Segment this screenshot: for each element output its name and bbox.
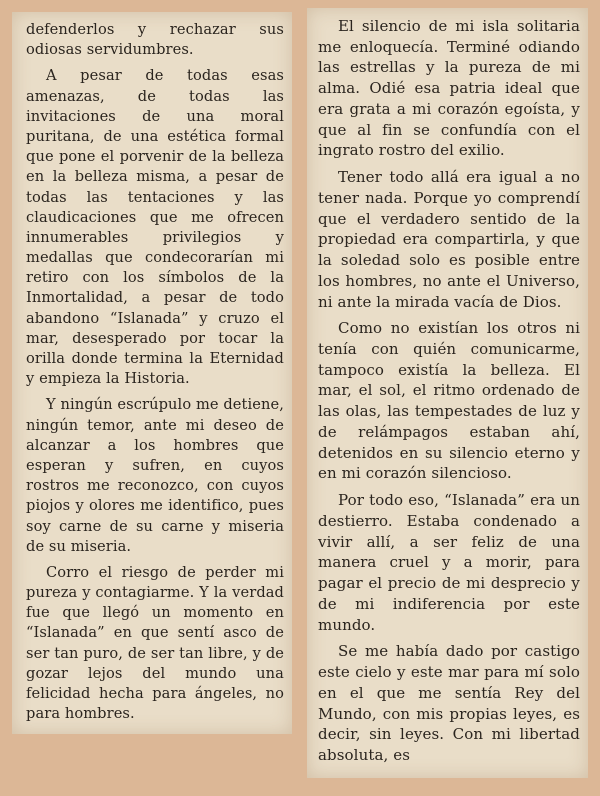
left-column — [26, 20, 284, 730]
right-paragraph-1: El silencio de mi isla solitaria me enloquecía. Terminé odiando las estrellas y la pureza de mi alma. Odié esa patria ideal que era grata a mi corazón egoísta, y que al fin se confundía con el ingrato rostro del exilio. — [318, 17, 580, 160]
right-paragraph-3: Como no existían los otros ni tenía con quién comunicarme, tampoco existía la belleza. El mar, el sol, el ritmo ordenado de las olas, las tempestades de luz y de relámpagos estaban ahí, detenidos en su silencio eterno y en mi corazón silencioso. — [318, 319, 580, 483]
right-paragraph-2: Tener todo allá era igual a no tener nada. Porque yo comprendí que el verdadero sentido de la propiedad era compartirla, y que la soledad solo es posible entre los hombres, no ante el Universo, ni ante la mirada vacía de Dios. — [318, 168, 580, 311]
right-paragraph-4: Por todo eso, “Islanada” era un destierro. Estaba condenado a vivir allí, a ser feliz de una manera cruel y a morir, para pagar el precio de mi desprecio y de mi indiferencia por este mundo. — [318, 491, 580, 634]
left-paragraph-2: A pesar de todas esas amenazas, de todas las invitaciones de una moral puritana, de una estética formal que pone el porvenir de la belleza en la belleza misma, a pesar de todas las tentaciones y las claudicaciones que me ofrecen innumerables privilegios y medallas que condecorarían mi retiro con los símbolos de la Inmortalidad, a pesar de todo abandono “Islanada” y cruzo el mar, desesperado por tocar la orilla donde termina la Eternidad y empieza la Historia. — [26, 67, 284, 388]
left-paragraph-4: Corro el riesgo de perder mi pureza y contagiarme. Y la verdad fue que llegó un momento en “Islanada” en que sentí asco de ser tan puro, de ser tan libre, y de gozar lejos del mundo una felicidad hecha para ángeles, no para hombres. — [26, 563, 284, 723]
right-paragraph-5: Se me había dado por castigo este cielo y este mar para mí solo en el que me sentía Rey del Mundo, con mis propias leyes, es decir, sin leyes. Con mi libertad absoluta, es — [318, 642, 580, 764]
left-paragraph-3: Y ningún escrúpulo me detiene, ningún temor, ante mi deseo de alcanzar a los hombres que esperan y sufren, en cuyos rostros me reconozco, con cuyos piojos y olores me identifico, pues soy carne de su carne y miseria de su miseria. — [26, 396, 284, 555]
right-column — [318, 16, 580, 772]
left-paragraph-1: defenderlos y rechazar sus odiosas servidumbres. — [26, 21, 284, 59]
